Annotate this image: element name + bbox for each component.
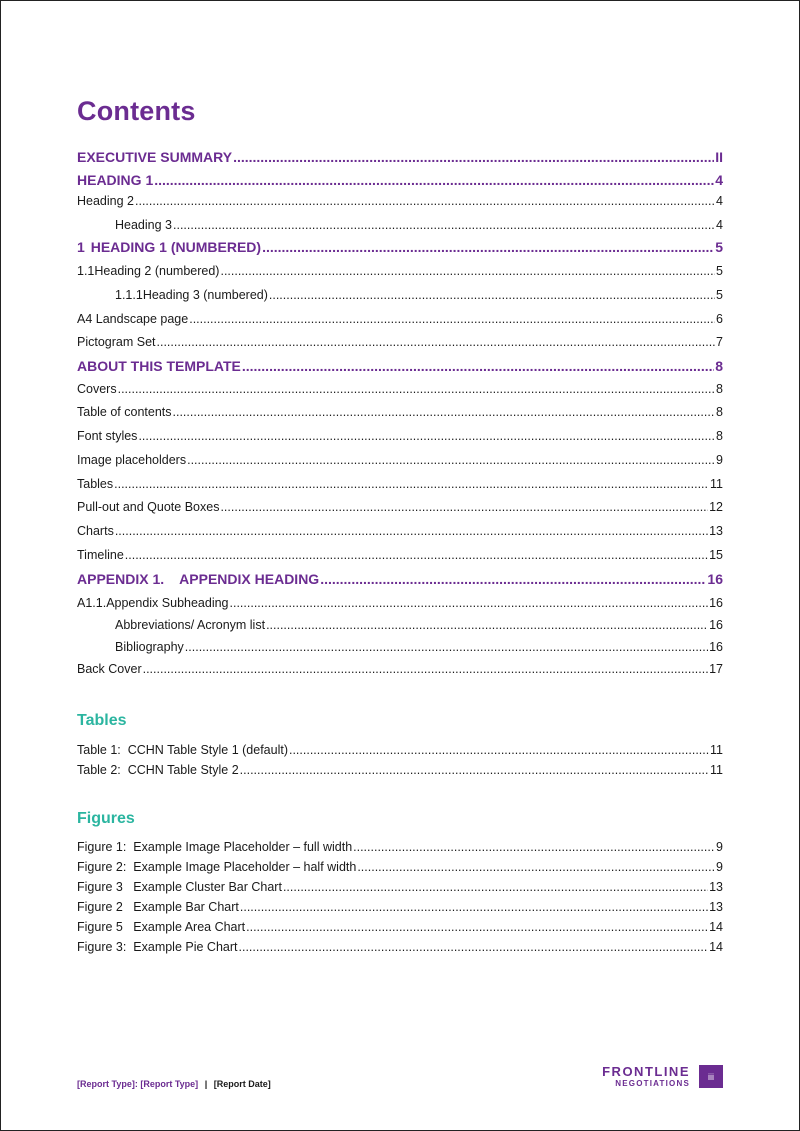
toc-entry-label: Pictogram Set [77, 335, 156, 349]
table-entry-label: Table 1: CCHN Table Style 1 (default) [77, 743, 288, 757]
toc-leader [239, 940, 709, 954]
toc-leader [220, 264, 715, 278]
toc-entry-label: Charts [77, 524, 114, 538]
toc-entry-charts[interactable] [77, 524, 723, 538]
toc-entry-number: 1.1.1 [115, 288, 143, 302]
toc-entry-page: 5 [716, 264, 723, 278]
toc-entry-label: Heading 2 (numbered) [94, 264, 220, 278]
toc-leader [157, 335, 716, 349]
table-entry-page: 11 [710, 763, 723, 777]
footer-report-type: [Report Type]: [Report Type] [77, 1079, 199, 1089]
toc-entry-label: APPENDIX 1. APPENDIX HEADING [77, 571, 320, 587]
toc-leader [115, 524, 708, 538]
toc-entry-timeline[interactable] [77, 548, 723, 562]
logo-line-1: FRONTLINE [602, 1064, 690, 1079]
figure-entry-page: 13 [709, 880, 723, 894]
toc-entry-page: 15 [709, 548, 723, 562]
toc-leader [154, 172, 714, 188]
toc-entry-page: 4 [715, 172, 723, 188]
footer-report-date: [Report Date] [213, 1079, 271, 1089]
figure-entry-label: Figure 3 Example Cluster Bar Chart [77, 880, 282, 894]
figure-entry[interactable] [77, 900, 723, 914]
toc-entry-page: 16 [709, 618, 723, 632]
table-entry-page: 11 [710, 743, 723, 757]
figure-entry-label: Figure 2 Example Bar Chart [77, 900, 239, 914]
toc-entry-number: 1 [77, 239, 85, 255]
toc-entry-page: 17 [709, 662, 723, 676]
toc-entry-page: 4 [716, 194, 723, 208]
toc-entry-heading-1[interactable] [77, 172, 723, 188]
toc-leader [269, 288, 715, 302]
figure-entry[interactable] [77, 840, 723, 854]
figure-entry-label: Figure 5 Example Area Chart [77, 920, 246, 934]
toc-leader [220, 500, 708, 514]
toc-leader [187, 453, 715, 467]
figure-entry[interactable] [77, 920, 723, 934]
toc-entry-label: Covers [77, 382, 117, 396]
toc-entry-label: Font styles [77, 429, 138, 443]
toc-entry-page: 12 [709, 500, 723, 514]
toc-entry-heading-2[interactable] [77, 194, 723, 208]
table-entry-label: Table 2: CCHN Table Style 2 [77, 763, 239, 777]
figure-entry[interactable] [77, 940, 723, 954]
toc-entry-bibliography[interactable] [115, 640, 723, 654]
toc-entry-page: 7 [716, 335, 723, 349]
toc-entry-page: 4 [716, 218, 723, 232]
toc-entry-page: 6 [716, 312, 723, 326]
figure-entry-page: 9 [716, 860, 723, 874]
toc-leader [173, 405, 716, 419]
toc-entry-appendix-heading[interactable] [77, 571, 723, 587]
toc-entry-page: 8 [715, 358, 723, 374]
figure-entry-page: 14 [709, 920, 723, 934]
figures-heading: Figures [77, 810, 135, 827]
toc-leader [283, 880, 708, 894]
toc-entry-heading-2-numbered[interactable] [77, 264, 723, 278]
toc-entry-heading-1-numbered[interactable] [77, 239, 723, 255]
toc-leader [262, 239, 714, 255]
toc-entry-label: Abbreviations/ Acronym list [115, 618, 266, 632]
toc-entry-label: Heading 3 (numbered) [142, 288, 268, 302]
toc-entry-covers[interactable] [77, 382, 723, 396]
tables-heading: Tables [77, 712, 127, 729]
footer-separator: | [204, 1079, 208, 1089]
toc-entry-label: Heading 2 [77, 194, 134, 208]
toc-entry-heading-3-numbered[interactable] [115, 288, 723, 302]
toc-leader [143, 662, 708, 676]
toc-leader [173, 218, 715, 232]
toc-entry-page: 16 [709, 596, 723, 610]
toc-leader [125, 548, 708, 562]
toc-entry-executive-summary[interactable] [77, 149, 723, 165]
toc-entry-label: Appendix Subheading [106, 596, 229, 610]
logo-line-2: NEGOTIATIONS [615, 1079, 690, 1088]
figure-entry-page: 9 [716, 840, 723, 854]
figure-entry-label: Figure 2: Example Image Placeholder – half width [77, 860, 357, 874]
table-entry[interactable] [77, 743, 723, 757]
toc-entry-page: 5 [716, 288, 723, 302]
page-number: iii [708, 1071, 714, 1082]
toc-entry-page: 8 [716, 405, 723, 419]
toc-entry-page: 16 [707, 571, 723, 587]
toc-entry-tables[interactable] [77, 477, 723, 491]
toc-entry-page: II [715, 149, 723, 165]
toc-entry-page: 8 [716, 429, 723, 443]
toc-entry-font-styles[interactable] [77, 429, 723, 443]
toc-leader [357, 860, 715, 874]
figure-entry-page: 14 [709, 940, 723, 954]
toc-entry-heading-3[interactable] [115, 218, 723, 232]
toc-entry-number: A1.1. [77, 596, 107, 610]
toc-leader [185, 640, 708, 654]
toc-entry-pictogram-set[interactable] [77, 335, 723, 349]
toc-entry-label: ABOUT THIS TEMPLATE [77, 358, 241, 374]
toc-leader [240, 763, 709, 777]
toc-entry-label: Bibliography [115, 640, 184, 654]
toc-entry-page: 16 [709, 640, 723, 654]
toc-entry-image-placeholders[interactable] [77, 453, 723, 467]
toc-entry-a4-landscape-page[interactable] [77, 312, 723, 326]
toc-entry-label: EXECUTIVE SUMMARY [77, 149, 233, 165]
frontline-negotiations-logo [590, 1064, 690, 1089]
figure-entry[interactable] [77, 880, 723, 894]
toc-leader [353, 840, 715, 854]
toc-leader [246, 920, 708, 934]
toc-leader [189, 312, 715, 326]
figure-entry-page: 13 [709, 900, 723, 914]
toc-leader [320, 571, 706, 587]
toc-leader [138, 429, 715, 443]
toc-entry-table-of-contents[interactable] [77, 405, 723, 419]
toc-entry-label: HEADING 1 (NUMBERED) [90, 239, 262, 255]
toc-leader [233, 149, 714, 165]
toc-entry-abbreviations[interactable] [115, 618, 723, 632]
toc-leader [242, 358, 714, 374]
figure-entry-label: Figure 1: Example Image Placeholder – full width [77, 840, 353, 854]
toc-entry-back-cover[interactable] [77, 662, 723, 676]
page-title: Contents [77, 96, 196, 126]
toc-entry-label: Image placeholders [77, 453, 187, 467]
toc-entry-appendix-subheading[interactable] [77, 596, 723, 610]
footer [77, 1079, 271, 1089]
table-entry[interactable] [77, 763, 723, 777]
toc-entry-about-this-template[interactable] [77, 358, 723, 374]
toc-entry-number: 1.1 [77, 264, 95, 278]
toc-entry-page: 5 [715, 239, 723, 255]
toc-entry-label: Pull-out and Quote Boxes [77, 500, 220, 514]
toc-entry-label: Heading 3 [115, 218, 172, 232]
page-number-badge [699, 1065, 723, 1088]
toc-entry-page: 13 [709, 524, 723, 538]
toc-entry-page: 11 [710, 477, 723, 491]
toc-leader [266, 618, 708, 632]
figure-entry-label: Figure 3: Example Pie Chart [77, 940, 238, 954]
toc-entry-label: Tables [77, 477, 114, 491]
toc-leader [230, 596, 709, 610]
figure-entry[interactable] [77, 860, 723, 874]
toc-leader [135, 194, 715, 208]
toc-leader [118, 382, 715, 396]
toc-entry-label: A4 Landscape page [77, 312, 189, 326]
toc-entry-label: HEADING 1 [77, 172, 154, 188]
toc-entry-label: Table of contents [77, 405, 172, 419]
toc-entry-pull-out-and-quote-boxes[interactable] [77, 500, 723, 514]
toc-entry-page: 9 [716, 453, 723, 467]
toc-entry-label: Timeline [77, 548, 124, 562]
toc-entry-label: Back Cover [77, 662, 142, 676]
toc-leader [114, 477, 709, 491]
toc-leader [240, 900, 708, 914]
toc-leader [289, 743, 709, 757]
toc-entry-page: 8 [716, 382, 723, 396]
